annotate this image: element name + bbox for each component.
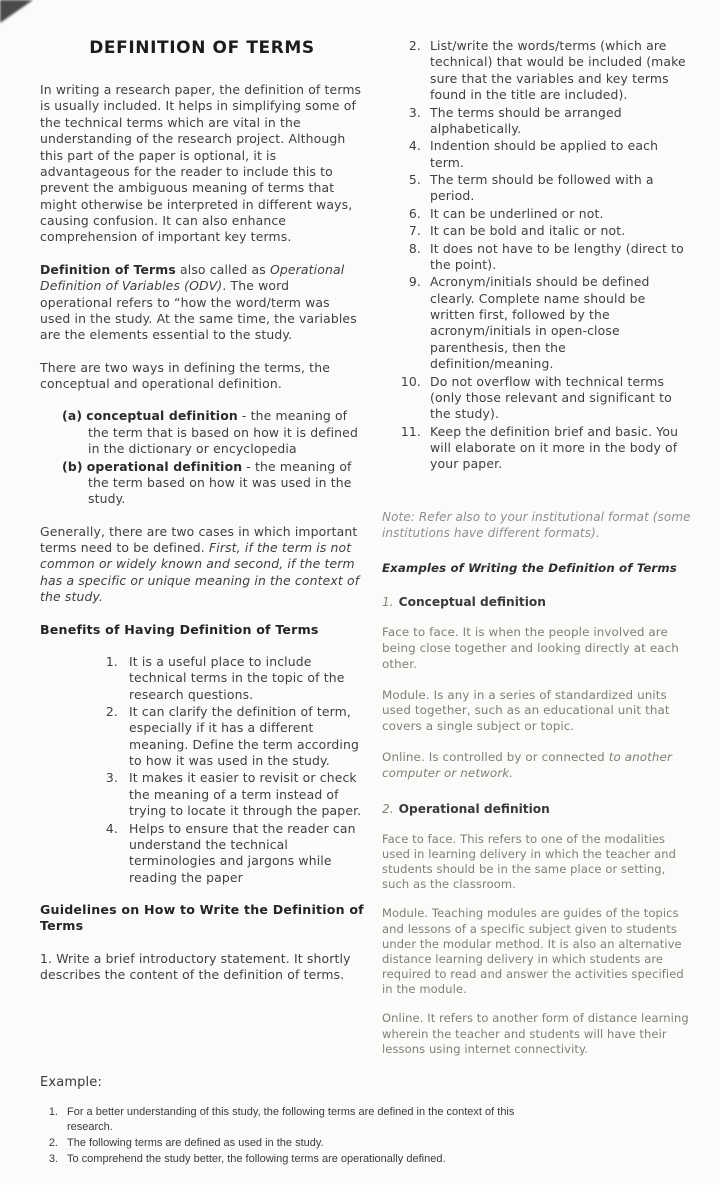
- operational-example-face-to-face: Face to face. This refers to one of the modalities used in learning delivery in which the teacher and students should be in the same place or setting, such as the classroom.: [382, 831, 677, 892]
- item-number: 11.: [400, 423, 421, 439]
- item-number: 4.: [408, 138, 421, 154]
- guidelines-heading: Guidelines on How to Write the Definition of Terms: [40, 902, 364, 934]
- right-column: [382, 36, 692, 1071]
- item-text: The terms should be arranged alphabetically.: [430, 104, 622, 136]
- list-item: [40, 821, 364, 887]
- item-text: Indention should be applied to each term.: [430, 138, 659, 170]
- generally-normal: Generally, there are two cases in which important terms need to be defined.: [40, 523, 358, 555]
- guidelines-list: [382, 38, 692, 473]
- item-text: Acronym/initials should be defined clearly. Complete name should be written first, followed by the acronym/initials in open-close parenthesis, then the definition/meaning.: [430, 274, 650, 372]
- list-item: [40, 654, 364, 703]
- list-item-operational: [62, 459, 364, 508]
- definition-paragraph: [40, 262, 364, 344]
- item-text: - the meaning of the term that is based on how it is defined in the dictionary or encyclopedia: [88, 408, 358, 457]
- item-number: 7.: [408, 223, 421, 239]
- heading-number: 2.: [382, 801, 394, 816]
- item-number: 10.: [400, 373, 421, 389]
- definition-text-1: also called as: [175, 261, 270, 277]
- item-text: It can be underlined or not.: [430, 205, 604, 221]
- item-text: For a better understanding of this study, the following terms are defined in the context of this research.: [67, 1105, 515, 1133]
- list-item: [382, 105, 692, 138]
- benefits-list: [40, 654, 364, 886]
- item-number: 3.: [408, 104, 421, 120]
- operational-definition-heading: [382, 802, 692, 816]
- list-item: [382, 424, 692, 473]
- item-text: It can be bold and italic or not.: [430, 223, 626, 239]
- list-item: [40, 1136, 692, 1151]
- item-number: 1.: [48, 1105, 58, 1118]
- conceptual-definition-heading: [382, 595, 692, 609]
- item-text: It can clarify the definition of term, especially if it has a different meaning. Define the term according to how it was used in the study.: [129, 703, 360, 769]
- item-text: The following terms are defined as used in the study.: [67, 1136, 324, 1149]
- item-text: The term should be followed with a period.: [430, 172, 654, 204]
- list-item: [382, 138, 692, 171]
- list-item: [40, 704, 364, 770]
- online-italic: to another computer or network.: [382, 750, 672, 780]
- institutional-format-note: Note: Refer also to your institutional format (some institutions have different formats).: [382, 509, 691, 540]
- odv-italic: Operational Definition of Variables (ODV): [40, 261, 345, 294]
- list-item-conceptual: [62, 408, 364, 457]
- item-number: 3.: [48, 1152, 58, 1165]
- item-marker: (a): [62, 408, 83, 424]
- item-number: 3.: [105, 770, 118, 786]
- item-text: Keep the definition brief and basic. You will elaborate on it more in the body of your paper.: [430, 423, 679, 472]
- item-number: 4.: [105, 820, 118, 836]
- list-item: [382, 38, 692, 104]
- item-text: Do not overflow with technical terms (only those relevant and significant to the study).: [430, 373, 672, 422]
- item-number: 2.: [48, 1136, 58, 1149]
- definition-text-2: . The word operational refers to “how the word/term was used in the study. At the same time, the variables are the elements essential to the study.: [40, 278, 357, 343]
- list-item: [382, 206, 692, 222]
- example-label: Example:: [40, 1074, 102, 1090]
- item-text: It makes it easier to revisit or check the meaning of a term instead of trying to locate it through the paper.: [129, 770, 362, 819]
- item-text: To comprehend the study better, the following terms are operationally defined.: [67, 1152, 446, 1165]
- examples-heading: Examples of Writing the Definition of Terms: [382, 561, 677, 576]
- item-text: List/write the words/terms (which are technical) that would be included (make sure that the variables and key terms found in the title are included).: [430, 38, 686, 103]
- list-item: [382, 241, 692, 274]
- left-column: [40, 36, 364, 1071]
- intro-paragraph: In writing a research paper, the definition of terms is usually included. It helps in simplifying some of the technical terms which are vital in the understanding of the research project. Although this part of the paper is optional, it is advantageous for the reader to include this to prevent the ambiguous meaning of terms that might otherwise be interpreted in different ways, causing confusion. It can also enhance comprehension of important key terms.: [40, 82, 362, 245]
- two-column-layout: [40, 36, 692, 1071]
- online-normal: Online. Is controlled by or connected: [382, 750, 609, 765]
- item-number: 2.: [105, 703, 118, 719]
- example-statements-list: [40, 1105, 692, 1166]
- guidelines-step-1: 1. Write a brief introductory statement. It shortly describes the content of the definition of terms.: [40, 950, 351, 983]
- heading-text: Operational definition: [398, 801, 550, 816]
- item-text: - the meaning of the term based on how it was used in the study.: [88, 458, 352, 507]
- example-footer-section: [40, 1075, 692, 1166]
- benefits-heading: Benefits of Having Definition of Terms: [40, 621, 319, 637]
- definition-type-list: [40, 408, 364, 507]
- generally-italic: First, if the term is not common or widely known and second, if the term has a specific or unique meaning in the context of the study.: [40, 540, 360, 605]
- conceptual-example-face-to-face: Face to face. It is when the people involved are being close together and looking directly at each other.: [382, 625, 679, 671]
- scan-corner-artifact: [0, 0, 33, 23]
- generally-paragraph: [40, 524, 364, 606]
- two-ways-paragraph: There are two ways in defining the terms, the conceptual and operational definition.: [40, 359, 330, 391]
- operational-example-online: Online. It refers to another form of distance learning wherein the teacher and students will have their lessons using internet connectivity.: [382, 1011, 689, 1056]
- list-item: [382, 172, 692, 205]
- item-text: It does not have to be lengthy (direct to the point).: [430, 240, 684, 272]
- item-number: 2.: [408, 38, 421, 53]
- conceptual-example-online: [382, 750, 692, 782]
- operational-example-module: Module. Teaching modules are guides of the topics and lessons of a specific subject given to students under the modular method. It is also an alternative distance learning delivery in which students are required to read and answer the activities specified in the module.: [382, 906, 684, 997]
- definition-term-bold: Definition of Terms: [40, 261, 176, 277]
- list-item: [382, 223, 692, 239]
- item-number: 6.: [408, 205, 421, 221]
- item-number: 1.: [105, 653, 118, 669]
- page-title: DEFINITION OF TERMS: [89, 38, 315, 58]
- item-number: 8.: [408, 240, 421, 256]
- item-number: 5.: [408, 172, 421, 187]
- list-item: [40, 1105, 692, 1135]
- list-item: [382, 274, 692, 372]
- list-item: [40, 770, 364, 819]
- list-item: [40, 1152, 692, 1167]
- heading-number: 1.: [382, 595, 394, 610]
- item-text: Helps to ensure that the reader can understand the technical terminologies and jargons while reading the paper: [129, 820, 356, 885]
- item-term: operational definition: [86, 458, 243, 474]
- heading-text: Conceptual definition: [398, 595, 546, 610]
- item-number: 9.: [408, 274, 421, 290]
- conceptual-example-module: Module. Is any in a series of standardized units used together, such as an educational unit that covers a single subject or topic.: [382, 687, 670, 734]
- item-marker: (b): [62, 458, 83, 474]
- item-text: It is a useful place to include technical terms in the topic of the research questions.: [129, 653, 345, 702]
- list-item: [382, 374, 692, 423]
- item-term: conceptual definition: [86, 408, 238, 424]
